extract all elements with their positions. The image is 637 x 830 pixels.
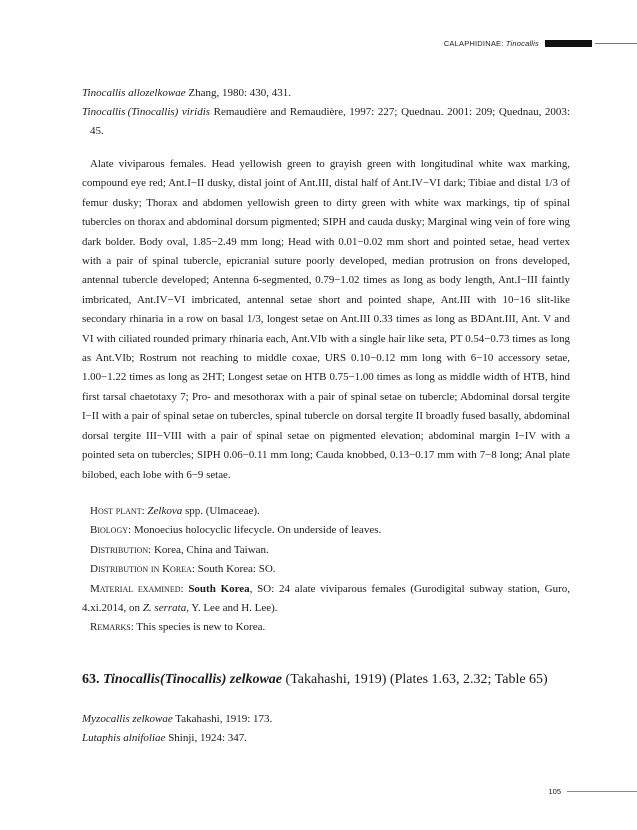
distribution-label: Distribution <box>90 543 149 556</box>
synonym-author: Remaudière and Remaudière, 1997: 227; Quednau. 2001: 209; Quednau, 2003: 45. <box>90 106 570 137</box>
remarks-label: Remarks <box>90 621 131 634</box>
material-text: , SO: 24 alate viviparous females (Gurodigital subway station, Guro, 4.xi.2014, on <box>82 582 570 614</box>
material-host: Z. serrata <box>142 601 187 614</box>
distribution-korea-label: Distribution in Korea <box>90 563 192 576</box>
distribution-text: Korea, China and Taiwan. <box>153 543 269 556</box>
remarks-text: This species is new to Korea. <box>136 621 266 634</box>
synonym-entry <box>82 729 570 748</box>
synonym-entry <box>82 103 570 141</box>
synonym-author: Zhang, 1980: 430, 431. <box>185 87 292 99</box>
running-header-section: CALAPHIDINAE: <box>443 38 506 48</box>
biology-label: Biology <box>90 524 128 537</box>
header-bar <box>545 40 592 47</box>
running-header-text <box>444 39 539 48</box>
page-content <box>82 84 570 748</box>
description-paragraph: Alate viviparous females. Head yellowish green to grayish green with longitudinal white wax marking, compound eye red; Ant.I−II dusky, distal joint of Ant.III, distal half of Ant.IV−VI dark; Tibiae and distal 1/3 of femur dusky; Thorax and abdomen yellowish green to dirty green with white wax markings, tip of spinal tubercles on thorax and abdominal dorsum pigmented; SIPH and cauda dusky; Marginal wing vein of fore wing dark bolder. Body oval, 1.85−2.49 mm long; Head with 0.01−0.02 mm short and pointed setae, head vertex with a pair of spinal tubercle, epicranial suture poorly developed, median protrusion on frons developed, antennal tubercle developed; Antenna 6-segmented, 0.79−1.02 times as long as body length, Ant.I−III faintly imbricated, Ant.IV−VI imbricated, antennal setae short and pointed shape, Ant.III with 10−16 slit-like secondary rhinaria in a row on basal 1/3, longest setae on Ant.III 0.33 times as long as BDAnt.III, Ant. V and VI with ciliated rounded primary rhinaria each, Ant.VIb with a single hair like seta, PT 0.54−0.73 times as long as Ant.VIb; Rostrum not reaching to middle coxae, URS 0.10−0.12 mm long with 6−10 accessory setae, 1.00−1.22 times as long as 2HT; Longest setae on HTB 0.75−1.00 times as long as middle width of HTB, hind first tarsal chaetotaxy 7; Pro- and mesothorax with a pair of spinal setae on tubercle; Abdominal dorsal tergite I−II with a pair of spinal setae on tubercles, spinal tubercle on dorsal tergite II broadly fused basally, abdominal dorsal tergite III−VIII with a pair of spinal setae on pigmented elevation; abdominal margin I−IV with a pointed seta on tubercles; SIPH 0.06−0.11 mm long; Cauda knobbed, 0.13−0.17 mm with 7−8 long; Anal plate bilobed, each lobe with 6−9 setae. <box>82 158 570 481</box>
synonym-entry <box>82 84 570 103</box>
page-footer <box>548 787 637 796</box>
distribution-korea-text: South Korea: SO. <box>197 563 276 576</box>
synonym-name: Myzocallis zelkowae <box>82 712 173 725</box>
biology-line: Biology: Monoecius holocyclic lifecycle. On underside of leaves. <box>90 524 382 537</box>
material-label: Material examined <box>90 582 181 595</box>
synonym-name: Lutaphis alnifoliae <box>82 731 166 744</box>
host-plant-genus: Zelkova <box>147 504 183 517</box>
synonym-name: Tinocallis <box>82 106 126 118</box>
biology-text: Monoecius holocyclic lifecycle. On underside of leaves. <box>133 524 382 537</box>
remarks-line: Remarks: This species is new to Korea. <box>90 621 266 634</box>
host-plant-rest: spp. (Ulmaceae). <box>182 504 260 517</box>
species-genus: Tinocallis <box>103 671 161 687</box>
species-number: 63. <box>82 671 100 687</box>
material-country: South Korea <box>188 582 250 595</box>
running-header <box>444 38 637 48</box>
material-examined-line: Material examined: South Korea, SO: 24 alate viviparous females (Gurodigital subway station, Guro, 4.xi.2014, on Z. serrata, Y. Lee and H. Lee). <box>82 582 570 614</box>
page-number: 105 <box>548 787 561 796</box>
synonym-name: Tinocallis allozelkowae <box>82 87 186 99</box>
synonym-entry <box>82 710 570 729</box>
synonym-author: Shinji, 1924: 347. <box>165 731 248 744</box>
species-epithet: zelkowae <box>229 671 283 687</box>
species-heading <box>82 669 570 691</box>
synonym-author: Takahashi, 1919: 173. <box>172 712 273 725</box>
species-subgenus: (Tinocallis) <box>160 671 227 687</box>
distribution-korea-line: Distribution in Korea: South Korea: SO. <box>90 563 276 576</box>
host-plant-line: Host plant: Zelkova spp. (Ulmaceae). <box>90 504 260 517</box>
synonym-species: viridis <box>178 106 211 118</box>
host-plant-label: Host plant <box>90 504 142 517</box>
header-rule <box>595 43 637 44</box>
running-header-genus: Tinocallis <box>505 38 539 48</box>
footer-rule <box>567 791 637 792</box>
synonym-subgenus: (Tinocallis) <box>127 106 179 118</box>
species-author: (Takahashi, 1919) (Plates 1.63, 2.32; Table 65) <box>282 671 548 687</box>
distribution-line: Distribution: Korea, China and Taiwan. <box>90 543 269 556</box>
material-collectors: , Y. Lee and H. Lee). <box>186 601 278 614</box>
